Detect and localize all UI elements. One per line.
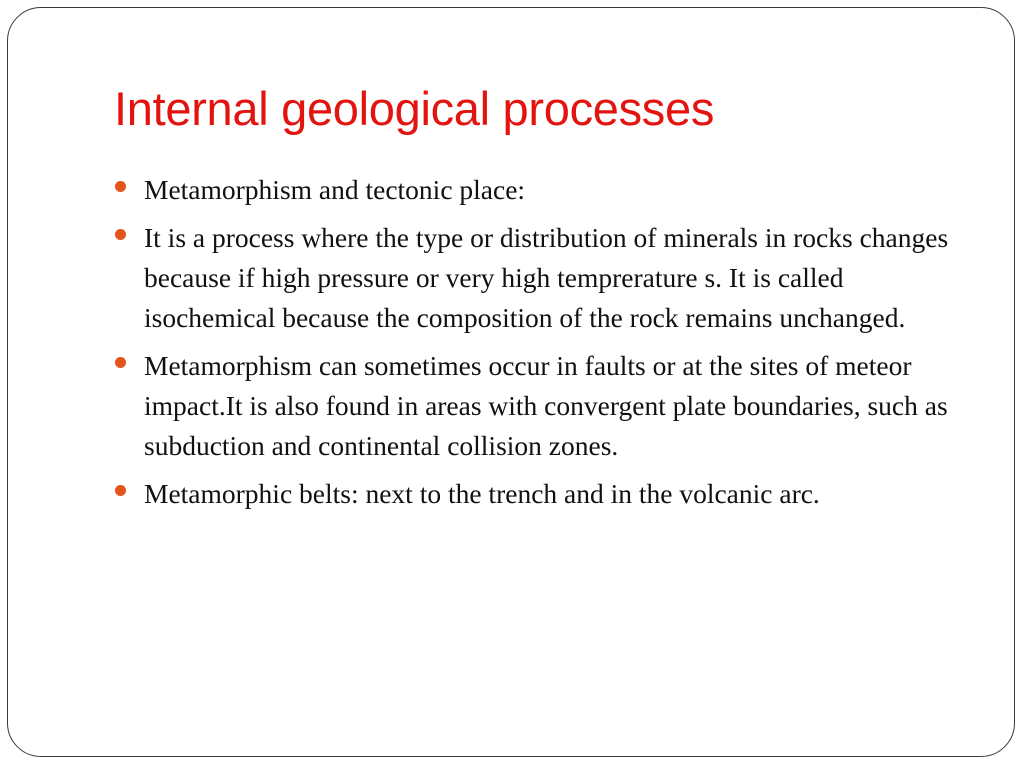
bullet-dot-icon	[115, 229, 126, 240]
bullet-text: It is a process where the type or distribution of minerals in rocks changes because if high pressure or very high temprerature s. It is called isochemical because the composition of the rock remains unchanged.	[144, 222, 949, 333]
bullet-dot-icon	[115, 357, 126, 368]
bullet-item	[115, 170, 975, 210]
bullet-list	[115, 170, 975, 522]
bullet-dot-icon	[115, 181, 126, 192]
bullet-text: Metamorphism and tectonic place:	[144, 174, 526, 205]
slide-title: Internal geological processes	[114, 82, 715, 135]
bullet-text: Metamorphism can sometimes occur in faults or at the sites of meteor impact.It is also found in areas with convergent plate boundaries, such as subduction and continental collision zones.	[144, 350, 948, 461]
bullet-item	[115, 218, 975, 338]
bullet-text: Metamorphic belts: next to the trench and in the volcanic arc.	[144, 478, 820, 509]
bullet-dot-icon	[115, 485, 126, 496]
bullet-item	[115, 346, 975, 466]
bullet-item	[115, 474, 975, 514]
